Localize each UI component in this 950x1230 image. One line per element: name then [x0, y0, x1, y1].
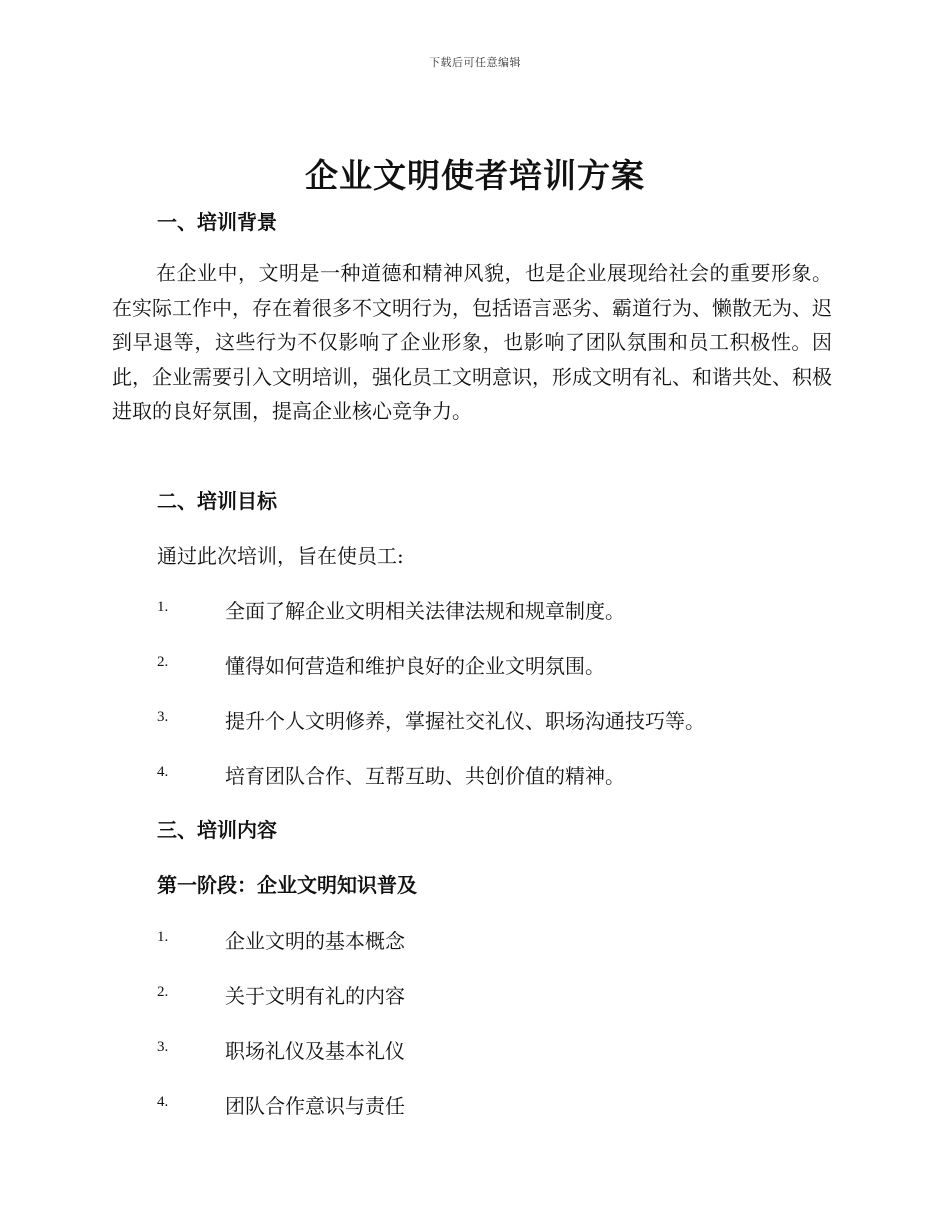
stage-heading: 第一阶段：企业文明知识普及	[157, 873, 417, 897]
list-text: 全面了解企业文明相关法律法规和规章制度。	[225, 599, 625, 623]
list-number: 3.	[157, 1039, 169, 1055]
list-number: 4.	[157, 764, 169, 780]
section-heading-goals: 二、培训目标	[157, 489, 277, 513]
list-number: 3.	[157, 709, 169, 725]
section-heading-background: 一、培训背景	[157, 210, 277, 234]
section-heading-content: 三、培训内容	[157, 818, 277, 842]
list-text: 提升个人文明修养，掌握社交礼仪、职场沟通技巧等。	[225, 709, 705, 733]
list-number: 4.	[157, 1094, 169, 1110]
list-text: 关于文明有礼的内容	[225, 984, 405, 1008]
list-text: 职场礼仪及基本礼仪	[225, 1039, 405, 1063]
list-number: 2.	[157, 654, 169, 670]
goals-intro: 通过此次培训，旨在使员工:	[157, 544, 404, 568]
list-number: 1.	[157, 929, 169, 945]
document-title: 企业文明使者培训方案	[305, 156, 645, 195]
list-number: 2.	[157, 984, 169, 1000]
background-paragraph: 在企业中，文明是一种道德和精神风貌，也是企业展现给社会的重要形象。在实际工作中，存在着很多不文明行为，包括语言恶劣、霸道行为、懒散无为、迟到早退等，这些行为不仅影响了企业形象，也影响了团队氛围和员工积极性。因此，企业需要引入文明培训，强化员工文明意识，形成文明有礼、和谐共处、积极进取的良好氛围，提高企业核心竞争力。	[112, 261, 832, 423]
header-note: 下载后可任意编辑	[429, 56, 521, 69]
list-text: 培育团队合作、互帮互助、共创价值的精神。	[225, 764, 625, 788]
list-text: 企业文明的基本概念	[225, 929, 405, 953]
list-text: 团队合作意识与责任	[225, 1094, 405, 1118]
list-text: 懂得如何营造和维护良好的企业文明氛围。	[225, 654, 605, 678]
list-number: 1.	[157, 599, 169, 615]
